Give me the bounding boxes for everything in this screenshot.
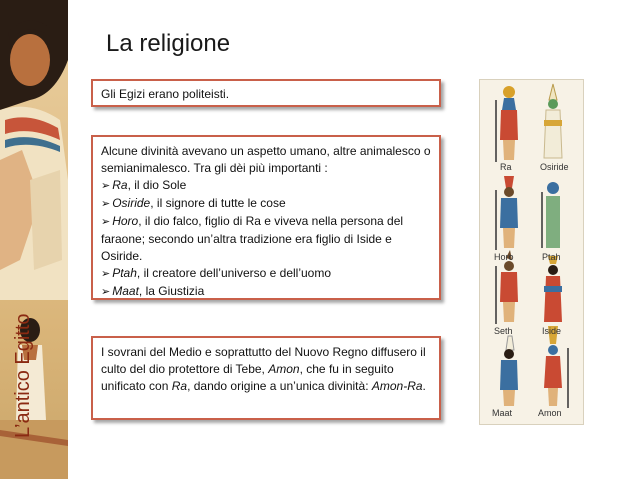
list-item (101, 195, 431, 213)
arrow-bullet-icon: ➢ (101, 180, 111, 192)
amon-text-part: I sovrani del Medio e soprattutto del Nuovo Regno diffusero il culto del dio protettore di Tebe, (101, 345, 426, 376)
arrow-bullet-icon: ➢ (101, 286, 111, 298)
god-label-horo: Horo (494, 252, 514, 262)
divinita-intro: Alcune divinità avevano un aspetto umano, altre animalesco o semianimalesco. Tra gli dèi più importanti : (101, 144, 431, 175)
god-label-ra: Ra (500, 162, 512, 172)
god-name: Ptah (112, 266, 137, 280)
list-item (101, 283, 431, 301)
god-desc: , il dio falco, figlio di Ra e viveva nella persona del faraone; secondo un’altra tradizione era figlio di Iside e Osiride. (101, 214, 404, 263)
god-label-iside: Iside (542, 326, 562, 336)
amon-box (91, 336, 441, 420)
gods-illustration (479, 79, 584, 425)
divinita-box (91, 135, 441, 300)
amon-text-part: , che fu in seguito unificato con (101, 362, 394, 393)
god-label-maat: Maat (492, 408, 513, 418)
god-name: Ra (112, 178, 128, 192)
god-desc: , la Giustizia (138, 284, 205, 298)
god-label-seth: Seth (494, 326, 513, 336)
god-label-osiride: Osiride (540, 162, 569, 172)
ra-name: Ra (171, 379, 188, 393)
sidebar-fresco (0, 0, 68, 479)
god-label-amon: Amon (538, 408, 562, 418)
list-item (101, 213, 431, 265)
slide-title: La religione (106, 30, 231, 57)
god-desc: , il signore di tutte le cose (150, 196, 286, 210)
list-item (101, 265, 431, 283)
god-name: Osiride (112, 196, 151, 210)
list-item (101, 177, 431, 195)
arrow-bullet-icon: ➢ (101, 216, 111, 228)
politeismo-text: Gli Egizi erano politeisti. (101, 87, 230, 101)
amon-text-part: , dando origine a un’unica divinità: (187, 379, 372, 393)
amon-text (101, 344, 431, 395)
amonra-name: Amon-Ra (371, 379, 423, 393)
arrow-bullet-icon: ➢ (101, 198, 111, 210)
god-desc: , il dio Sole (127, 178, 187, 192)
amon-name: Amon (268, 362, 300, 376)
god-desc: , il creatore dell’universo e dell’uomo (136, 266, 332, 280)
arrow-bullet-icon: ➢ (101, 268, 111, 280)
god-label-ptah: Ptah (542, 252, 561, 262)
politeismo-box (91, 79, 441, 107)
god-name: Maat (112, 284, 139, 298)
god-name: Horo (112, 214, 139, 228)
amon-text-part: . (422, 379, 426, 393)
sidebar-title: L’antico Egitto (12, 313, 34, 438)
